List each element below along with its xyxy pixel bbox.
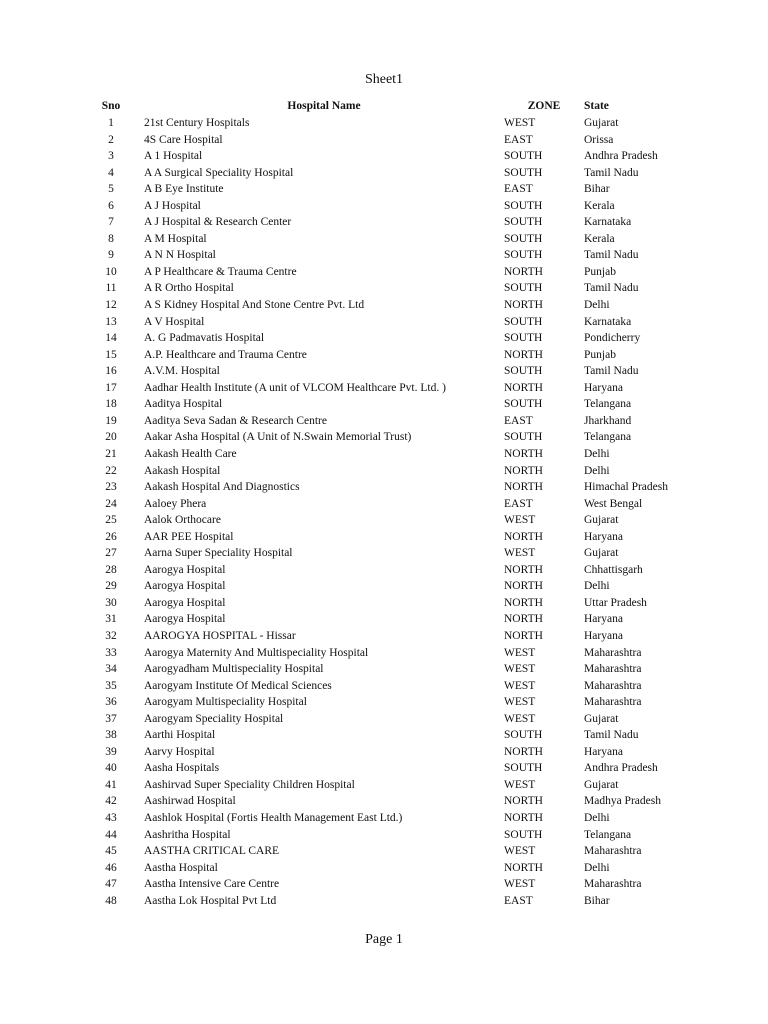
cell-hospital-name: Aarna Super Speciality Hospital [144,547,293,560]
cell-hospital-name: A. G Padmavatis Hospital [144,332,265,345]
cell-hospital-name: Aakash Health Care [144,447,237,460]
table-row [78,247,694,264]
cell-hospital-name: A M Hospital [144,232,207,245]
cell-state: Delhi [584,464,610,477]
cell-zone: NORTH [504,563,543,576]
cell-sno: 26 [105,530,117,543]
cell-state: Telangana [584,828,632,841]
cell-hospital-name: Aashlok Hospital (Fortis Health Management East Ltd.) [144,811,403,824]
cell-hospital-name: A.V.M. Hospital [144,365,220,378]
cell-zone: WEST [504,514,536,527]
cell-sno: 25 [105,514,117,527]
cell-state: Gujarat [584,547,619,560]
cell-zone: NORTH [504,481,543,494]
cell-state: Maharashtra [584,845,642,858]
cell-zone: WEST [504,117,536,130]
cell-state: Kerala [584,232,615,245]
table-row [78,231,694,248]
cell-state: Maharashtra [584,646,642,659]
cell-zone: NORTH [504,348,543,361]
cell-zone: WEST [504,679,536,692]
cell-sno: 28 [105,563,117,576]
cell-zone: SOUTH [504,166,543,179]
cell-sno: 48 [105,894,117,907]
cell-sno: 20 [105,431,117,444]
cell-sno: 24 [105,497,117,510]
cell-hospital-name: Aarogyam Multispeciality Hospital [144,696,307,709]
cell-state: Delhi [584,447,610,460]
table-row [78,148,694,165]
cell-state: Andhra Pradesh [584,762,658,775]
cell-hospital-name: A R Ortho Hospital [144,282,234,295]
cell-sno: 19 [105,414,117,427]
table-row [78,115,694,132]
table-row [78,462,694,479]
cell-state: Bihar [584,183,610,196]
cell-hospital-name: 4S Care Hospital [144,133,223,146]
cell-state: Delhi [584,580,610,593]
cell-hospital-name: A A Surgical Speciality Hospital [144,166,294,179]
cell-sno: 17 [105,381,117,394]
table-header-row [78,98,694,115]
cell-zone: SOUTH [504,216,543,229]
table-row [78,694,694,711]
cell-zone: NORTH [504,613,543,626]
cell-sno: 35 [105,679,117,692]
table-row [78,529,694,546]
cell-hospital-name: Aastha Lok Hospital Pvt Ltd [144,894,277,907]
cell-state: Kerala [584,199,615,212]
cell-state: Tamil Nadu [584,166,639,179]
table-row [78,496,694,513]
cell-zone: EAST [504,183,533,196]
cell-state: West Bengal [584,497,643,510]
cell-sno: 11 [105,282,117,295]
cell-sno: 45 [105,845,117,858]
table-row [78,860,694,877]
table-row [78,744,694,761]
cell-sno: 47 [105,878,117,891]
cell-zone: NORTH [504,861,543,874]
cell-hospital-name: Aashirvad Super Speciality Children Hospital [144,778,355,791]
cell-zone: SOUTH [504,282,543,295]
cell-hospital-name: 21st Century Hospitals [144,117,250,130]
table-row [78,562,694,579]
cell-state: Himachal Pradesh [584,481,668,494]
cell-zone: NORTH [504,811,543,824]
table-row [78,827,694,844]
cell-state: Haryana [584,745,623,758]
cell-zone: NORTH [504,299,543,312]
cell-sno: 41 [105,778,117,791]
cell-zone: WEST [504,712,536,725]
table-row [78,446,694,463]
cell-hospital-name: Aarogya Maternity And Multispeciality Hospital [144,646,369,659]
cell-hospital-name: Aadhar Health Institute (A unit of VLCOM Healthcare Pvt. Ltd. ) [144,381,446,394]
cell-state: Andhra Pradesh [584,150,658,163]
cell-sno: 40 [105,762,117,775]
cell-sno: 6 [108,199,114,212]
cell-sno: 21 [105,447,117,460]
cell-state: Jharkhand [584,414,632,427]
cell-hospital-name: Aashirwad Hospital [144,795,236,808]
cell-zone: EAST [504,133,533,146]
table-row [78,396,694,413]
cell-state: Orissa [584,133,614,146]
cell-zone: NORTH [504,464,543,477]
cell-zone: SOUTH [504,365,543,378]
table-row [78,297,694,314]
table-row [78,793,694,810]
cell-sno: 44 [105,828,117,841]
cell-sno: 38 [105,729,117,742]
cell-state: Maharashtra [584,878,642,891]
cell-hospital-name: Aarogya Hospital [144,613,226,626]
cell-sno: 7 [108,216,114,229]
table-row [78,132,694,149]
cell-sno: 1 [108,117,114,130]
cell-zone: SOUTH [504,332,543,345]
cell-hospital-name: Aarogyam Institute Of Medical Sciences [144,679,332,692]
table-row [78,595,694,612]
cell-sno: 23 [105,481,117,494]
cell-zone: NORTH [504,745,543,758]
cell-sno: 37 [105,712,117,725]
cell-state: Delhi [584,811,610,824]
table-row [78,512,694,529]
cell-sno: 13 [105,315,117,328]
cell-zone: SOUTH [504,729,543,742]
cell-sno: 29 [105,580,117,593]
cell-sno: 18 [105,398,117,411]
cell-state: Bihar [584,894,610,907]
table-row [78,479,694,496]
cell-sno: 46 [105,861,117,874]
cell-hospital-name: Aastha Hospital [144,861,218,874]
table-row [78,181,694,198]
cell-hospital-name: Aarogya Hospital [144,596,226,609]
table-row [78,165,694,182]
cell-hospital-name: Aarogyam Speciality Hospital [144,712,284,725]
cell-sno: 8 [108,232,114,245]
sheet-title: Sheet1 [364,72,404,87]
cell-zone: NORTH [504,265,543,278]
column-header-sno: Sno [101,100,121,113]
table-row [78,347,694,364]
cell-sno: 9 [108,249,114,262]
cell-hospital-name: A S Kidney Hospital And Stone Centre Pvt. Ltd [144,299,365,312]
column-header-hospital-name: Hospital Name [287,100,361,113]
table-row [78,611,694,628]
table-row [78,760,694,777]
cell-state: Maharashtra [584,679,642,692]
table-row [78,893,694,910]
column-header-zone: ZONE [527,100,561,113]
cell-zone: SOUTH [504,150,543,163]
cell-zone: NORTH [504,530,543,543]
cell-state: Gujarat [584,514,619,527]
cell-sno: 43 [105,811,117,824]
table-row [78,280,694,297]
table-row [78,628,694,645]
table-row [78,578,694,595]
hospital-table [78,98,694,909]
cell-state: Madhya Pradesh [584,795,661,808]
cell-hospital-name: Aasha Hospitals [144,762,220,775]
cell-sno: 22 [105,464,117,477]
cell-sno: 36 [105,696,117,709]
cell-zone: WEST [504,778,536,791]
cell-state: Tamil Nadu [584,282,639,295]
cell-hospital-name: A J Hospital & Research Center [144,216,292,229]
cell-sno: 39 [105,745,117,758]
cell-state: Haryana [584,613,623,626]
cell-sno: 3 [108,150,114,163]
cell-hospital-name: Aakar Asha Hospital (A Unit of N.Swain Memorial Trust) [144,431,412,444]
cell-sno: 4 [108,166,114,179]
cell-hospital-name: A V Hospital [144,315,205,328]
cell-state: Uttar Pradesh [584,596,647,609]
cell-state: Delhi [584,299,610,312]
cell-hospital-name: Aarogya Hospital [144,563,226,576]
cell-zone: SOUTH [504,828,543,841]
cell-sno: 42 [105,795,117,808]
cell-state: Karnataka [584,216,632,229]
table-row [78,198,694,215]
table-row [78,314,694,331]
cell-zone: WEST [504,663,536,676]
cell-zone: SOUTH [504,199,543,212]
cell-state: Gujarat [584,712,619,725]
cell-zone: NORTH [504,580,543,593]
cell-zone: EAST [504,497,533,510]
cell-hospital-name: Aaditya Seva Sadan & Research Centre [144,414,327,427]
cell-zone: SOUTH [504,431,543,444]
cell-zone: EAST [504,414,533,427]
table-row [78,711,694,728]
table-row [78,843,694,860]
cell-state: Delhi [584,861,610,874]
cell-state: Haryana [584,381,623,394]
cell-hospital-name: Aarthi Hospital [144,729,216,742]
cell-state: Chhattisgarh [584,563,643,576]
cell-sno: 15 [105,348,117,361]
cell-zone: SOUTH [504,315,543,328]
cell-state: Haryana [584,530,623,543]
cell-hospital-name: Aakash Hospital And Diagnostics [144,481,300,494]
table-row [78,429,694,446]
table-row [78,661,694,678]
cell-state: Karnataka [584,315,632,328]
cell-hospital-name: Aaditya Hospital [144,398,223,411]
cell-sno: 31 [105,613,117,626]
cell-zone: NORTH [504,596,543,609]
cell-zone: NORTH [504,381,543,394]
cell-sno: 12 [105,299,117,312]
table-row [78,363,694,380]
cell-zone: WEST [504,878,536,891]
cell-state: Punjab [584,348,616,361]
table-row [78,545,694,562]
cell-sno: 32 [105,629,117,642]
table-row [78,214,694,231]
table-row [78,777,694,794]
cell-zone: WEST [504,845,536,858]
cell-sno: 27 [105,547,117,560]
cell-hospital-name: Aakash Hospital [144,464,221,477]
cell-sno: 34 [105,663,117,676]
cell-hospital-name: A B Eye Institute [144,183,224,196]
cell-zone: NORTH [504,629,543,642]
cell-sno: 10 [105,265,117,278]
column-header-state: State [584,100,609,113]
cell-sno: 5 [108,183,114,196]
cell-zone: SOUTH [504,762,543,775]
cell-hospital-name: AAROGYA HOSPITAL - Hissar [144,629,296,642]
cell-hospital-name: Aarogyadham Multispeciality Hospital [144,663,324,676]
table-row [78,876,694,893]
cell-state: Haryana [584,629,623,642]
cell-hospital-name: Aashritha Hospital [144,828,231,841]
cell-zone: SOUTH [504,232,543,245]
cell-zone: EAST [504,894,533,907]
cell-state: Telangana [584,431,632,444]
cell-hospital-name: Aalok Orthocare [144,514,221,527]
cell-hospital-name: Aarogya Hospital [144,580,226,593]
table-row [78,380,694,397]
cell-hospital-name: AASTHA CRITICAL CARE [144,845,280,858]
cell-zone: WEST [504,696,536,709]
cell-state: Pondicherry [584,332,641,345]
cell-hospital-name: Aastha Intensive Care Centre [144,878,280,891]
cell-hospital-name: A J Hospital [144,199,201,212]
cell-state: Maharashtra [584,663,642,676]
cell-zone: WEST [504,547,536,560]
cell-sno: 30 [105,596,117,609]
cell-hospital-name: A P Healthcare & Trauma Centre [144,265,297,278]
cell-hospital-name: Aaloey Phera [144,497,207,510]
table-row [78,678,694,695]
cell-zone: SOUTH [504,249,543,262]
table-row [78,810,694,827]
table-row [78,413,694,430]
cell-zone: NORTH [504,795,543,808]
cell-state: Tamil Nadu [584,249,639,262]
cell-sno: 33 [105,646,117,659]
table-row [78,330,694,347]
table-row [78,645,694,662]
cell-state: Tamil Nadu [584,365,639,378]
cell-hospital-name: A.P. Healthcare and Trauma Centre [144,348,307,361]
cell-state: Gujarat [584,117,619,130]
cell-zone: NORTH [504,447,543,460]
cell-state: Maharashtra [584,696,642,709]
table-row [78,727,694,744]
table-body [78,115,694,909]
cell-hospital-name: A N N Hospital [144,249,216,262]
cell-hospital-name: Aarvy Hospital [144,745,215,758]
cell-state: Gujarat [584,778,619,791]
cell-zone: SOUTH [504,398,543,411]
cell-sno: 16 [105,365,117,378]
cell-sno: 14 [105,332,117,345]
table-row [78,264,694,281]
page-number: Page 1 [365,932,403,947]
cell-state: Punjab [584,265,616,278]
cell-hospital-name: AAR PEE Hospital [144,530,234,543]
cell-hospital-name: A 1 Hospital [144,150,203,163]
cell-state: Telangana [584,398,632,411]
cell-sno: 2 [108,133,114,146]
cell-state: Tamil Nadu [584,729,639,742]
cell-zone: WEST [504,646,536,659]
